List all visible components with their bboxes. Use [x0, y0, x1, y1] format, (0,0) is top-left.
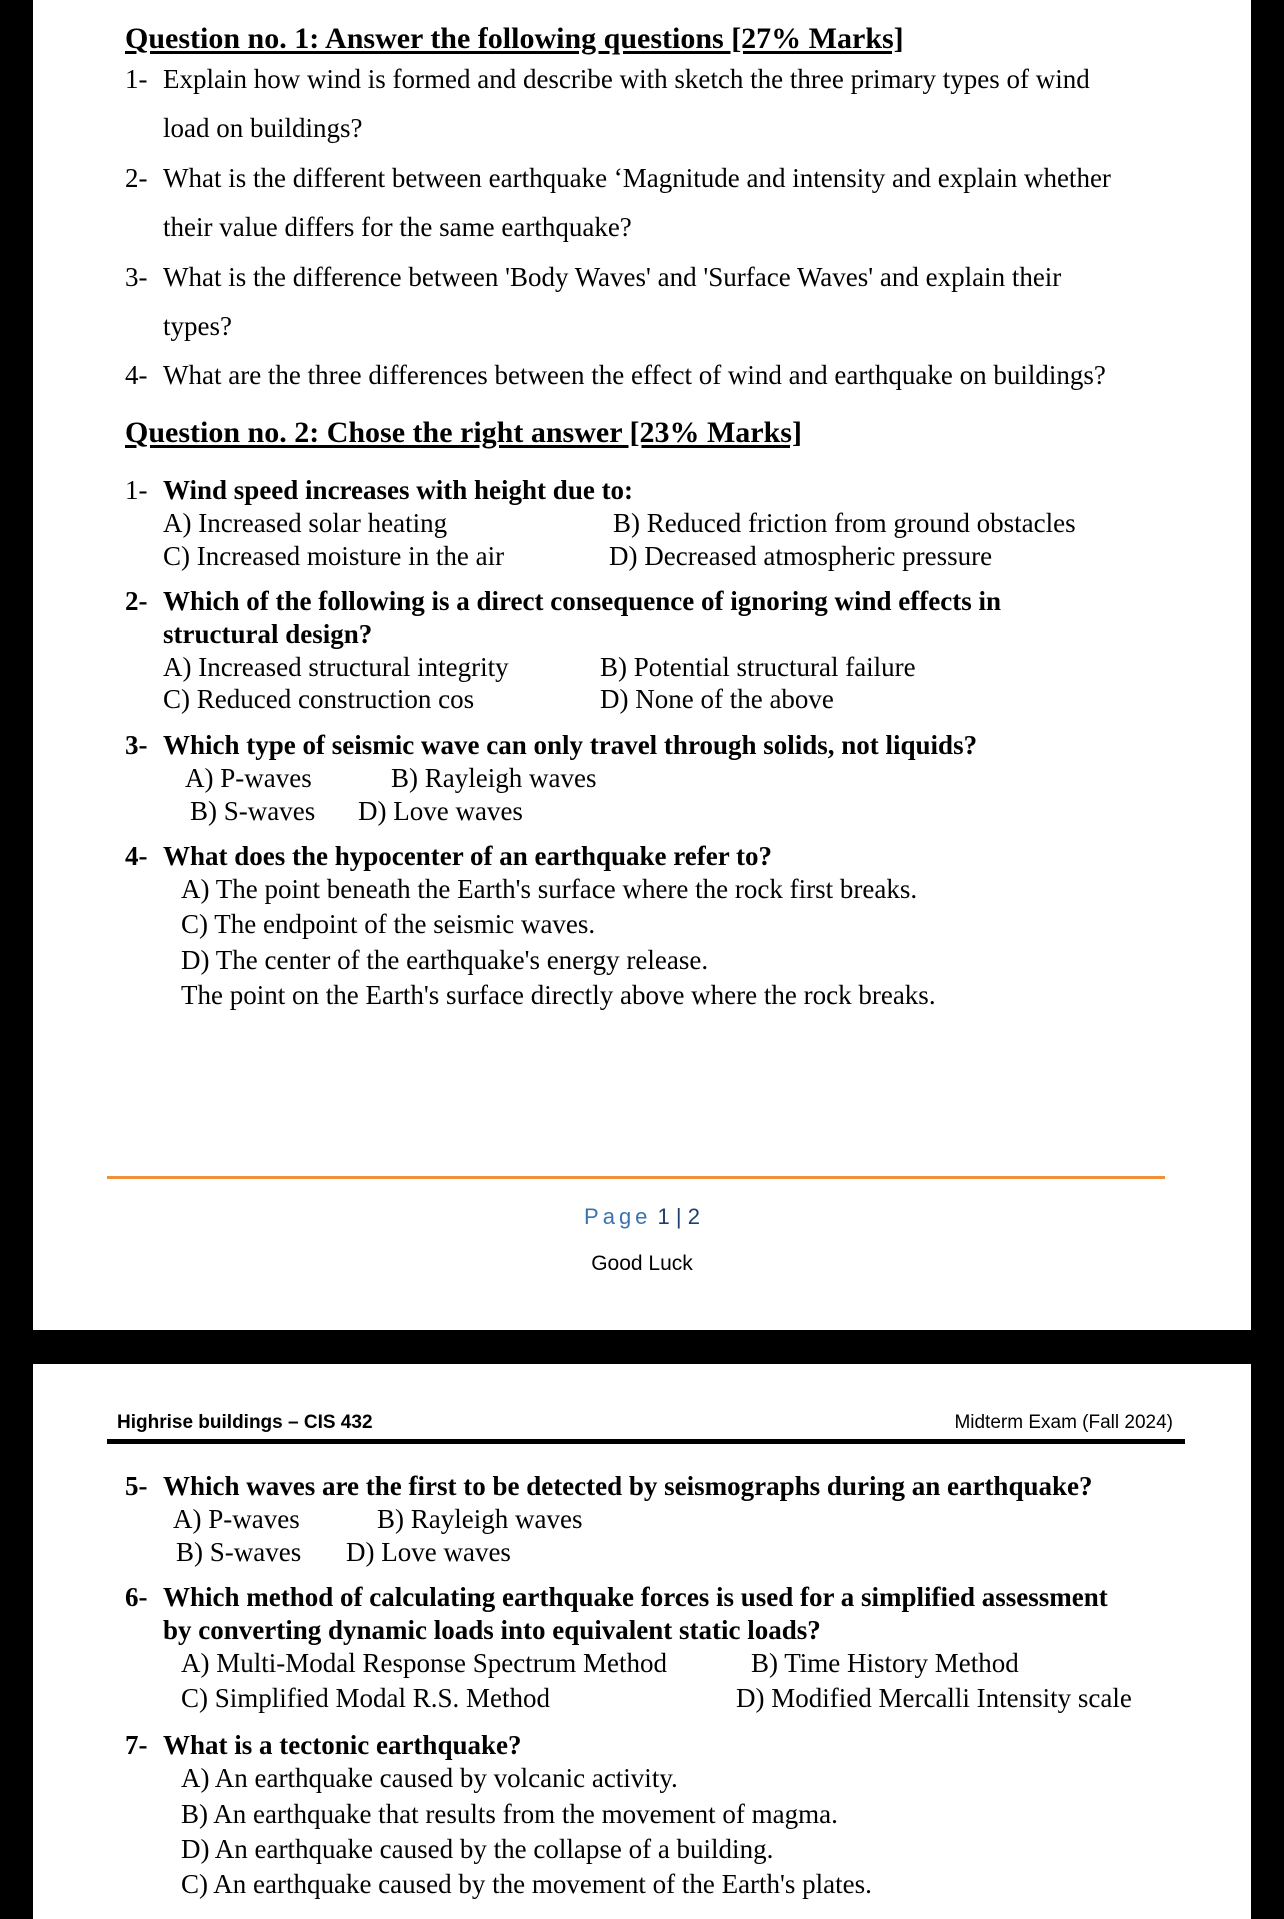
- q2-item-5-option-c: B) S-waves: [176, 1537, 302, 1567]
- q2-item-5-option-a: A) P-waves: [173, 1504, 300, 1534]
- q2-item-2-option-b: B) Potential structural failure: [600, 652, 916, 682]
- q2-item-6-question-line2: by converting dynamic loads into equivalent static loads?: [163, 1615, 821, 1645]
- q2-item-1-option-d: D) Decreased atmospheric pressure: [609, 541, 993, 571]
- q2-item-2-question-line2: structural design?: [163, 619, 373, 649]
- q2-item-2-question-line1: 2- Which of the following is a direct consequence of ignoring wind effects in: [125, 586, 1001, 616]
- q2-item-1-question: 1- Wind speed increases with height due to:: [125, 475, 634, 505]
- exam-title: Midterm Exam (Fall 2024): [954, 1412, 1173, 1433]
- q2-item-5-option-b: B) Rayleigh waves: [377, 1504, 583, 1534]
- q2-item-2-option-a: A) Increased structural integrity: [163, 652, 509, 682]
- q2-item-4-option-2: C) The endpoint of the seismic waves.: [181, 909, 596, 939]
- question-2-heading: Question no. 2: Chose the right answer [23% Marks]: [125, 416, 802, 449]
- page-number: Page 1 | 2: [584, 1204, 700, 1229]
- q2-item-4-option-4: The point on the Earth's surface directly above where the rock breaks.: [181, 980, 936, 1010]
- q2-item-5-question: 5- Which waves are the first to be detected by seismographs during an earthquake?: [125, 1471, 1093, 1501]
- good-luck-text: Good Luck: [591, 1252, 693, 1275]
- q2-item-3-question: 3- Which type of seismic wave can only travel through solids, not liquids?: [125, 730, 978, 760]
- q2-item-6-option-b: B) Time History Method: [751, 1648, 1019, 1678]
- q2-item-1-option-a: A) Increased solar heating: [163, 508, 448, 538]
- q2-item-2-option-c: C) Reduced construction cos: [163, 684, 475, 714]
- footer-divider: [107, 1176, 1165, 1179]
- exam-page-2: [33, 1364, 1251, 1919]
- q2-item-4-question: 4- What does the hypocenter of an earthquake refer to?: [125, 841, 772, 871]
- q2-item-6-option-d: D) Modified Mercalli Intensity scale: [736, 1683, 1132, 1713]
- question-1-heading: Question no. 1: Answer the following questions [27% Marks]: [125, 22, 904, 55]
- q1-item-4-line1: 4- What are the three differences between the effect of wind and earthquake on buildings?: [125, 360, 1106, 390]
- q2-item-1-option-c: C) Increased moisture in the air: [163, 541, 505, 571]
- course-title: Highrise buildings – CIS 432: [117, 1412, 373, 1433]
- q2-item-7-option-4: C) An earthquake caused by the movement of the Earth's plates.: [181, 1869, 872, 1899]
- header-divider: [107, 1439, 1185, 1444]
- q1-item-2-line2: their value differs for the same earthquake?: [163, 212, 632, 242]
- q1-item-3-line1: 3- What is the difference between 'Body Waves' and 'Surface Waves' and explain their: [125, 262, 1062, 292]
- exam-page-1: [33, 0, 1251, 1330]
- q2-item-6-option-a: A) Multi-Modal Response Spectrum Method: [181, 1648, 667, 1678]
- q2-item-4-option-1: A) The point beneath the Earth's surface where the rock first breaks.: [181, 874, 918, 904]
- q2-item-7-question: 7- What is a tectonic earthquake?: [125, 1730, 522, 1760]
- q2-item-7-option-3: D) An earthquake caused by the collapse of a building.: [181, 1834, 774, 1864]
- q2-item-4-option-3: D) The center of the earthquake's energy release.: [181, 945, 709, 975]
- q2-item-5-option-d: D) Love waves: [346, 1537, 511, 1567]
- q1-item-2-line1: 2- What is the different between earthquake ‘Magnitude and intensity and explain whether: [125, 163, 1111, 193]
- q2-item-7-option-1: A) An earthquake caused by volcanic activity.: [181, 1763, 678, 1793]
- q2-item-1-option-b: B) Reduced friction from ground obstacles: [613, 508, 1076, 538]
- q2-item-7-option-2: B) An earthquake that results from the movement of magma.: [181, 1799, 838, 1829]
- q2-item-3-option-b: B) Rayleigh waves: [391, 763, 597, 793]
- q1-item-3-line2: types?: [163, 311, 232, 341]
- q2-item-2-option-d: D) None of the above: [600, 684, 834, 714]
- q2-item-3-option-d: D) Love waves: [358, 796, 523, 826]
- q2-item-6-option-c: C) Simplified Modal R.S. Method: [181, 1683, 551, 1713]
- q1-item-1-line1: 1- Explain how wind is formed and describe with sketch the three primary types of wind: [125, 64, 1090, 94]
- q2-item-6-question-line1: 6- Which method of calculating earthquake forces is used for a simplified assessment: [125, 1582, 1108, 1612]
- q2-item-3-option-a: A) P-waves: [185, 763, 312, 793]
- q2-item-3-option-c: B) S-waves: [190, 796, 316, 826]
- q1-item-1-line2: load on buildings?: [163, 113, 363, 143]
